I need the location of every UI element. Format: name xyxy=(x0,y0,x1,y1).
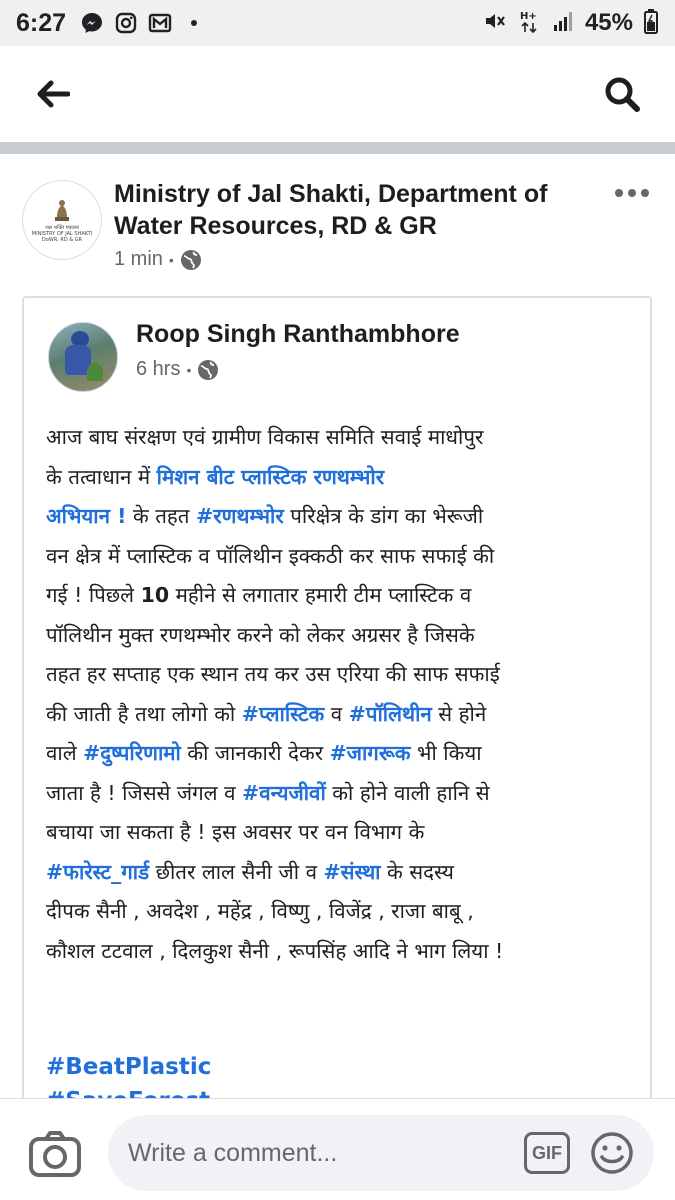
body-line: बचाया जा सकता है ! इस अवसर पर वन विभाग के xyxy=(46,820,425,844)
avatar-logo-text-hindi: जल शक्ति मंत्रालय xyxy=(45,225,79,231)
body-line: गई ! पिछले 10 महीने से लगातार हमारी टीम प्लास्टिक व xyxy=(46,583,472,607)
national-emblem-icon xyxy=(51,197,73,225)
post-meta xyxy=(114,248,202,271)
signal-icon xyxy=(551,9,575,38)
body-line: वाले #दुष्परिणामो की जानकारी देकर #जागरूक भी किया xyxy=(46,741,482,765)
meta-separator: • xyxy=(168,251,174,268)
body-line: आज बाघ संरक्षण एवं ग्रामीण विकास समिति सवाई माधोपुर xyxy=(46,425,484,449)
avatar-logo-text-english: MINISTRY OF JAL SHAKTI xyxy=(31,231,93,237)
notification-icons xyxy=(80,11,206,35)
battery-percent: 45% xyxy=(584,9,633,36)
dot-icon xyxy=(182,11,206,35)
camera-button[interactable] xyxy=(28,1127,82,1181)
shared-post-time[interactable]: 6 hrs xyxy=(136,358,181,380)
hashtag-link[interactable]: #पॉलिथीन xyxy=(348,701,432,726)
mute-icon xyxy=(483,9,509,38)
body-line: जाता है ! जिससे जंगल व #वन्यजीवों को होने वाली हानि से xyxy=(46,780,490,805)
meta-separator: • xyxy=(186,361,192,378)
body-line: की जाती है तथा लोगो को #प्लास्टिक व #पॉलिथीन से होने xyxy=(46,701,487,726)
body-line: पॉलिथीन मुक्त रणथम्भोर करने को लेकर अग्रसर है जिसके xyxy=(46,622,475,647)
body-line: दीपक सैनी , अवदेश , महेंद्र , विष्णु , विजेंद्र , राजा बाबू , xyxy=(46,899,474,923)
hashtag-link[interactable]: #वन्यजीवों xyxy=(242,780,326,805)
comment-bar xyxy=(0,1098,675,1200)
top-app-bar xyxy=(0,46,675,142)
shared-post-card[interactable] xyxy=(22,296,652,1116)
emoji-button[interactable] xyxy=(590,1131,634,1175)
back-button[interactable] xyxy=(26,67,80,121)
svg-text:H+: H+ xyxy=(519,10,537,22)
hashtag-link[interactable]: #फारेस्ट_गार्ड xyxy=(46,859,150,884)
hashtag-link[interactable]: #रणथम्भोर xyxy=(196,504,284,528)
gif-button[interactable]: GIF xyxy=(524,1132,570,1174)
hashtag-link[interactable]: #प्लास्टिक xyxy=(241,701,325,726)
globe-icon xyxy=(180,249,202,271)
gmail-icon xyxy=(148,11,172,35)
hashtag-link[interactable]: #दुष्परिणामो xyxy=(83,741,181,765)
battery-icon xyxy=(643,8,659,39)
author-avatar[interactable] xyxy=(48,322,118,392)
body-line: कौशल टटवाल , दिलकुश सैनी , रूपसिंह आदि ने भाग लिया ! xyxy=(46,938,504,963)
search-button[interactable] xyxy=(595,67,649,121)
system-icons xyxy=(483,8,659,39)
more-options-button[interactable] xyxy=(612,178,652,208)
comment-placeholder: Write a comment... xyxy=(128,1138,338,1167)
shared-post-meta xyxy=(136,358,219,381)
avatar-logo-text-dept: DoWR, RD & GR xyxy=(41,237,83,243)
camera-icon xyxy=(28,1127,82,1181)
status-time: 6:27 xyxy=(16,8,67,37)
post-time[interactable]: 1 min xyxy=(114,248,163,270)
search-icon xyxy=(604,76,640,112)
comment-input[interactable] xyxy=(108,1115,654,1191)
more-dots-icon xyxy=(614,188,650,198)
post-header xyxy=(22,172,662,282)
hashtag-link[interactable]: #जागरूक xyxy=(329,741,411,765)
instagram-icon xyxy=(114,11,138,35)
network-hplus-icon xyxy=(519,8,541,39)
page-name-link[interactable] xyxy=(114,178,594,242)
body-line: अभियान ! के तहत #रणथम्भोर परिक्षेत्र के डांग का भेरूजी xyxy=(46,504,484,528)
body-line: तहत हर सप्ताह एक स्थान तय कर उस एरिया की साफ सफाई xyxy=(46,662,500,686)
hashtag-beatplastic[interactable]: #BeatPlastic xyxy=(46,1054,212,1080)
status-bar xyxy=(0,0,675,46)
campaign-link[interactable]: अभियान ! xyxy=(46,504,127,528)
post-body-text xyxy=(46,418,638,971)
body-line: के तत्वाधान में मिशन बीट प्लास्टिक रणथम्भोर xyxy=(46,464,385,489)
hashtag-link[interactable]: #संस्था xyxy=(323,859,381,884)
body-line: #फारेस्ट_गार्ड छीतर लाल सैनी जी व #संस्था के सदस्य xyxy=(46,859,454,884)
body-line: वन क्षेत्र में प्लास्टिक व पॉलिथीन इक्कठी कर साफ सफाई की xyxy=(46,543,495,568)
page-name-line-2: Water Resources, RD & GR xyxy=(114,212,437,240)
campaign-link[interactable]: मिशन बीट प्लास्टिक रणथम्भोर xyxy=(156,464,385,489)
emoji-icon xyxy=(590,1131,634,1175)
page-name-line-1: Ministry of Jal Shakti, Department of xyxy=(114,180,548,208)
section-divider xyxy=(0,142,675,154)
messenger-icon xyxy=(80,11,104,35)
shared-author-name[interactable]: Roop Singh Ranthambhore xyxy=(136,320,460,348)
page-avatar[interactable] xyxy=(22,180,102,260)
globe-icon xyxy=(197,359,219,381)
back-arrow-icon xyxy=(36,79,70,109)
